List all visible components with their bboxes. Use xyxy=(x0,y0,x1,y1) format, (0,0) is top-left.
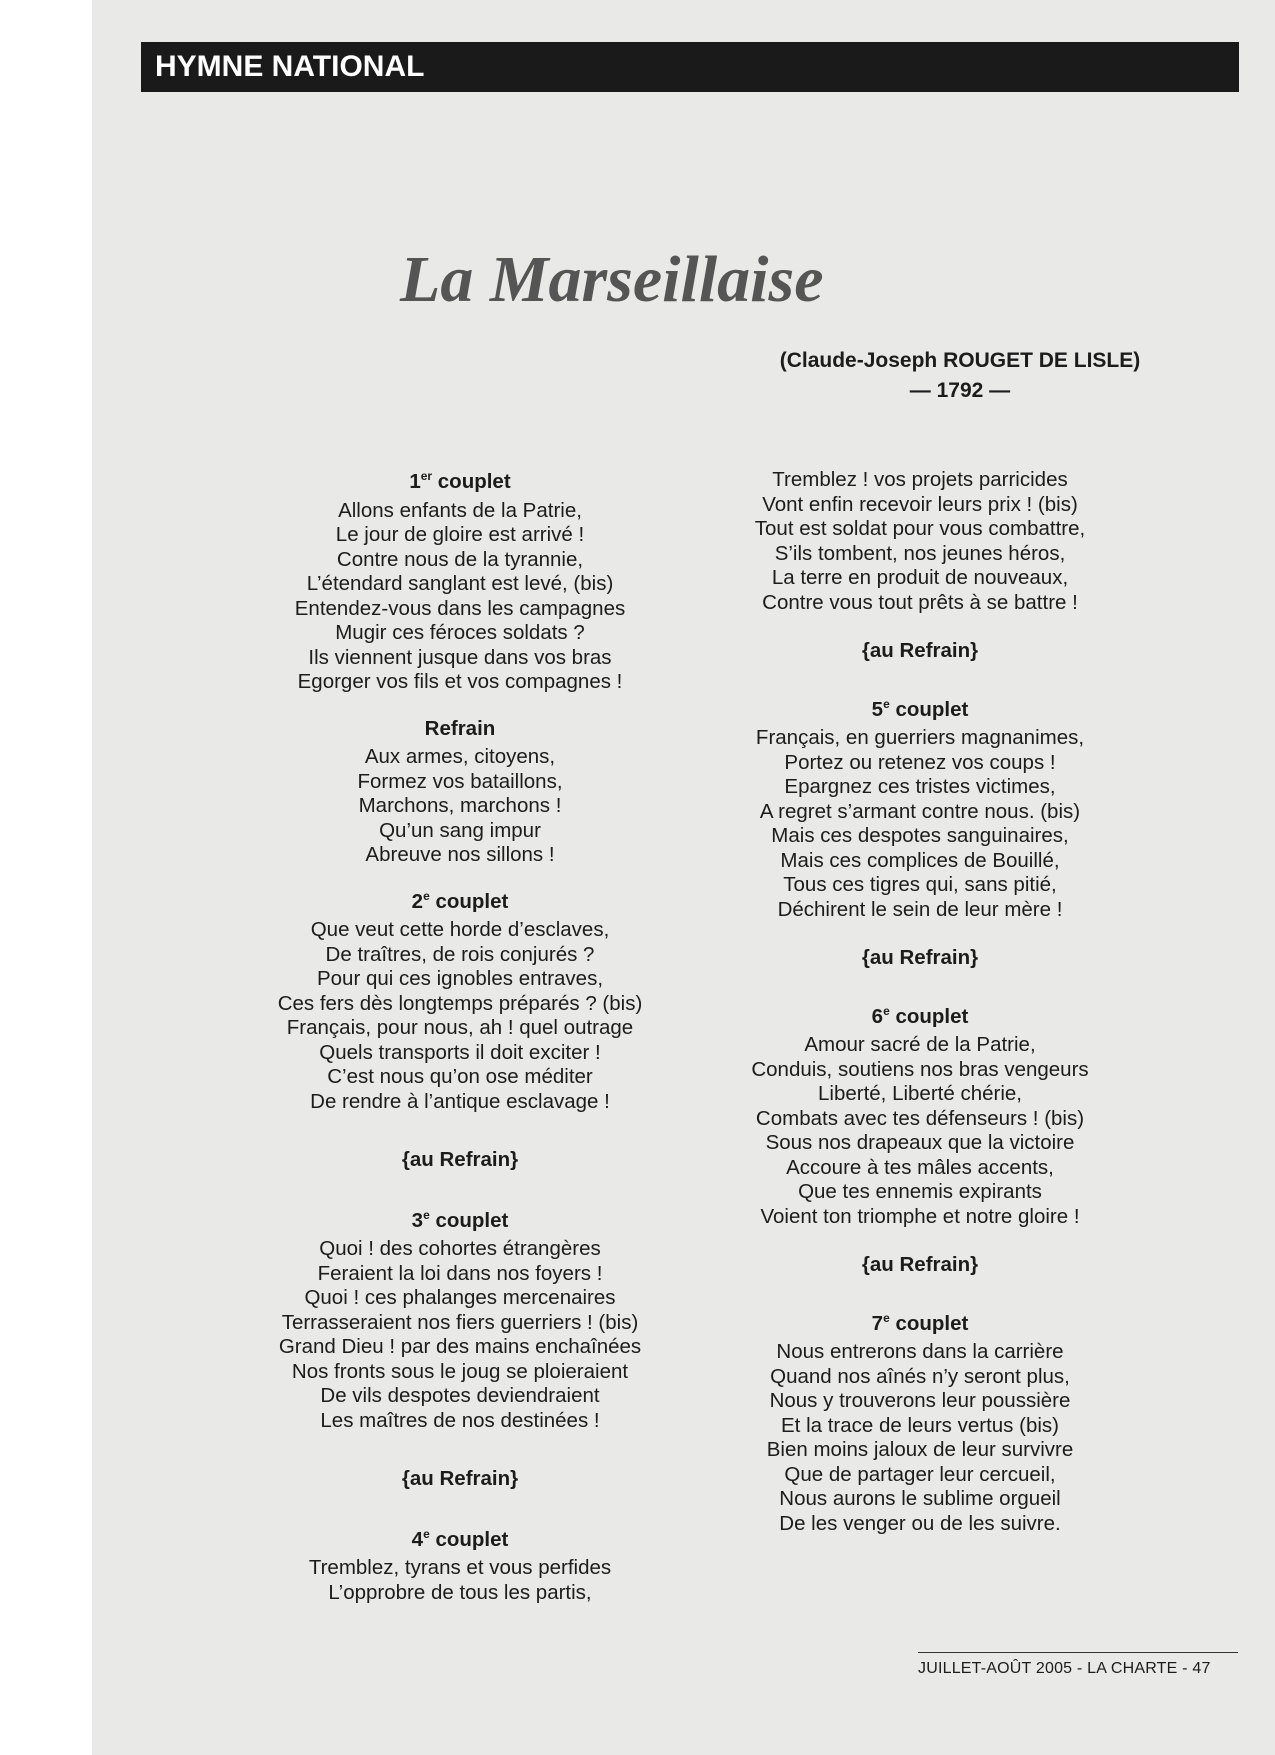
verse-line: A regret s’armant contre nous. (bis) xyxy=(759,799,1081,823)
verse-line: De vils despotes deviendraient xyxy=(320,1384,600,1407)
couplet-heading: 3e couplet xyxy=(411,1207,509,1232)
verse-line: Mugir ces féroces soldats ? xyxy=(335,621,585,644)
verse-line: Tous ces tigres qui, sans pitié, xyxy=(783,873,1057,896)
verse-line: Entendez-vous dans les campagnes xyxy=(294,596,626,620)
verse-line: Marchons, marchons ! xyxy=(358,794,562,817)
verse-line: Formez vos bataillons, xyxy=(357,769,563,793)
author-block xyxy=(760,346,1160,406)
verse-line: La terre en produit de nouveaux, xyxy=(771,566,1069,589)
verse-line: Abreuve nos sillons ! xyxy=(365,843,555,866)
verse-line: Quels transports il doit exciter ! xyxy=(319,1040,601,1064)
verse-line: Les maîtres de nos destinées ! xyxy=(320,1408,600,1432)
year: — 1792 — xyxy=(909,379,1011,402)
refrain-reference: {au Refrain} xyxy=(401,1148,519,1171)
verse-line: Epargnez ces tristes victimes, xyxy=(784,775,1056,798)
verse-line: Grand Dieu ! par des mains enchaînées xyxy=(278,1335,642,1358)
verse-line: Liberté, Liberté chérie, xyxy=(818,1082,1022,1105)
verse-line: Contre nous de la tyrannie, xyxy=(336,547,584,571)
footer-rule xyxy=(918,1652,1238,1653)
couplet-3 xyxy=(210,1209,710,1434)
couplet-heading: 2e couplet xyxy=(411,888,509,913)
couplet-heading: 6e couplet xyxy=(871,1003,969,1028)
verse-line: Déchirent le sein de leur mère ! xyxy=(777,897,1063,921)
verse-line: Nous y trouverons leur poussière xyxy=(769,1389,1071,1412)
couplet-heading: 1er couplet xyxy=(409,469,511,493)
couplet-6 xyxy=(670,1005,1170,1230)
section-header-bar xyxy=(141,42,1239,92)
verse-line: Sous nos drapeaux que la victoire xyxy=(765,1131,1075,1154)
verse-line: Bien moins jaloux de leur survivre xyxy=(766,1438,1074,1461)
verse-line: Nous entrerons dans la carrière xyxy=(776,1340,1064,1363)
verse-line: De rendre à l’antique esclavage ! xyxy=(310,1089,610,1113)
refrain xyxy=(210,717,710,868)
verse-line: Français, en guerriers magnanimes, xyxy=(755,726,1085,749)
verse-line: Et la trace de leurs vertus (bis) xyxy=(781,1413,1059,1437)
couplet-7 xyxy=(670,1312,1170,1537)
verse-line: Conduis, soutiens nos bras vengeurs xyxy=(751,1057,1089,1081)
verse-line: Mais ces despotes sanguinaires, xyxy=(771,824,1069,847)
verse-line: Pour qui ces ignobles entraves, xyxy=(316,967,604,990)
verse-line: Quand nos aînés n’y seront plus, xyxy=(770,1364,1070,1388)
couplet-heading: 4e couplet xyxy=(411,1526,509,1551)
verse-line: Combats avec tes défenseurs ! (bis) xyxy=(755,1106,1085,1130)
verse-line: Le jour de gloire est arrivé ! xyxy=(335,523,585,546)
right-column xyxy=(670,468,1170,1558)
couplet-4-continued xyxy=(670,468,1170,615)
verse-line: Portez ou retenez vos coups ! xyxy=(784,750,1056,774)
couplet-heading: 7e couplet xyxy=(871,1310,969,1335)
verse-line: Que de partager leur cercueil, xyxy=(784,1462,1056,1486)
verse-line: De traîtres, de rois conjurés ? xyxy=(325,942,595,966)
left-column xyxy=(210,470,710,1627)
verse-line: Accoure à tes mâles accents, xyxy=(786,1155,1054,1179)
verse-line: Nous aurons le sublime orgueil xyxy=(779,1487,1061,1510)
page-title: La Marseillaise xyxy=(400,243,824,316)
couplet-5 xyxy=(670,698,1170,923)
verse-line: Nos fronts sous le joug se ploieraient xyxy=(291,1359,629,1383)
verse-line: Ces fers dès longtemps préparés ? (bis) xyxy=(277,991,643,1015)
refrain-reference: {au Refrain} xyxy=(861,639,979,662)
verse-line: Quoi ! ces phalanges mercenaires xyxy=(304,1286,616,1309)
refrain-reference: {au Refrain} xyxy=(861,1253,979,1276)
couplet-1 xyxy=(210,470,710,695)
verse-line: Aux armes, citoyens, xyxy=(364,745,556,768)
verse-line: S’ils tombent, nos jeunes héros, xyxy=(774,541,1066,565)
verse-line: Qu’un sang impur xyxy=(379,818,541,842)
verse-line: Tout est soldat pour vous combattre, xyxy=(754,517,1086,540)
refrain-heading: Refrain xyxy=(424,716,496,740)
page-footer: JUILLET-AOÛT 2005 - LA CHARTE - 47 xyxy=(918,1660,1211,1677)
verse-line: Tremblez, tyrans et vous perfides xyxy=(308,1556,612,1579)
verse-line: L’étendard sanglant est levé, (bis) xyxy=(306,572,614,595)
verse-line: Allons enfants de la Patrie, xyxy=(338,498,582,522)
verse-line: Feraient la loi dans nos foyers ! xyxy=(317,1261,603,1285)
author-name: (Claude-Joseph ROUGET DE LISLE) xyxy=(779,349,1141,372)
verse-line: Voient ton triomphe et notre gloire ! xyxy=(760,1204,1080,1228)
couplet-2 xyxy=(210,890,710,1115)
verse-line: Contre vous tout prêts à se battre ! xyxy=(762,590,1078,614)
verse-line: De les venger ou de les suivre. xyxy=(779,1511,1061,1535)
verse-line: Amour sacré de la Patrie, xyxy=(804,1033,1036,1056)
verse-line: Vont enfin recevoir leurs prix ! (bis) xyxy=(762,492,1078,516)
couplet-heading: 5e couplet xyxy=(871,696,969,721)
refrain-reference: {au Refrain} xyxy=(861,946,979,969)
verse-line: Que veut cette horde d’esclaves, xyxy=(310,918,610,941)
section-label: HYMNE NATIONAL xyxy=(155,50,425,83)
verse-line: Terrasseraient nos fiers guerriers ! (bis) xyxy=(281,1310,639,1334)
verse-line: Quoi ! des cohortes étrangères xyxy=(319,1237,601,1260)
verse-line: Egorger vos fils et vos compagnes ! xyxy=(297,670,623,693)
verse-line: Mais ces complices de Bouillé, xyxy=(780,848,1060,872)
verse-line: Que tes ennemis expirants xyxy=(798,1180,1042,1203)
refrain-reference: {au Refrain} xyxy=(401,1467,519,1490)
verse-line: L’opprobre de tous les partis, xyxy=(328,1580,592,1604)
verse-line: Français, pour nous, ah ! quel outrage xyxy=(286,1016,634,1039)
couplet-4 xyxy=(210,1528,710,1606)
verse-line: C’est nous qu’on ose méditer xyxy=(327,1065,593,1088)
verse-line: Ils viennent jusque dans vos bras xyxy=(308,645,612,669)
verse-line: Tremblez ! vos projets parricides xyxy=(772,468,1068,491)
